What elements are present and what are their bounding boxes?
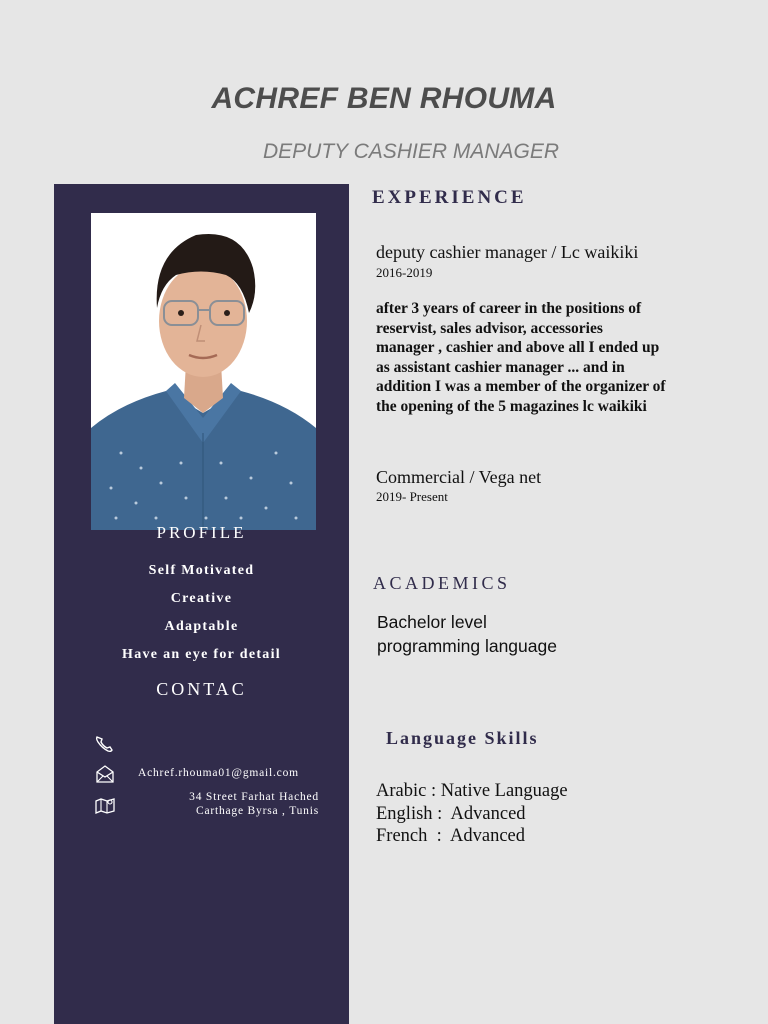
language-name: Arabic [376,781,427,801]
person-portrait-icon [91,213,316,530]
description-line: reservist, sales advisor, accessories [376,319,603,337]
language-skills-heading: Language Skills [386,728,539,748]
job-dates: 2016-2019 [376,265,433,280]
trait-item: Adaptable [164,619,239,634]
job-description [376,299,706,416]
description-line: addition I was a member of the organizer of [376,378,666,395]
contact-address [189,791,319,818]
job-role: deputy cashier manager / Lc waikiki [376,242,639,262]
language-separator: : [432,804,451,824]
description-line: manager , cashier and above all I ended up [376,339,660,356]
envelope-icon [94,764,116,784]
trait-item: Creative [170,591,233,606]
language-name: English [376,804,433,824]
contact-email[interactable]: Achref.rhouma01@gmail.com [138,767,299,779]
address-line: Carthage Byrsa , Tunis [195,804,319,817]
academic-item: Bachelor level [377,612,487,632]
language-item [376,804,526,825]
experience-heading: EXPERIENCE [372,187,527,208]
language-name: French [376,826,428,846]
description-line: after 3 years of career in the positions of [376,300,642,317]
candidate-name: ACHREF BEN RHOUMA [211,82,557,115]
address-line: 34 Street Farhat Hached [189,791,319,803]
language-item [376,826,525,847]
job-title: DEPUTY CASHIER MANAGER [263,140,559,163]
description-line: as assistant cashier manager ... and in [376,358,625,376]
contact-heading: CONTAC [156,679,247,699]
profile-photo [91,213,316,530]
job-dates: 2019- Present [376,489,448,504]
trait-item: Have an eye for detail [122,647,281,662]
job-role: Commercial / Vega net [376,467,542,487]
description-line: the opening of the 5 magazines lc waikiki [376,397,647,415]
language-level: Advanced [450,804,526,824]
language-item [376,781,568,802]
language-level: Native Language [440,781,568,801]
academics-heading: ACADEMICS [373,573,511,593]
trait-item: Self Motivated [148,563,255,578]
sidebar [54,184,349,1024]
language-level: Advanced [450,826,525,846]
map-icon [94,795,116,815]
academic-item: programming language [377,636,557,656]
language-separator: : [426,781,441,801]
language-separator: : [427,826,450,846]
profile-heading: PROFILE [156,523,247,542]
phone-icon [94,734,116,754]
